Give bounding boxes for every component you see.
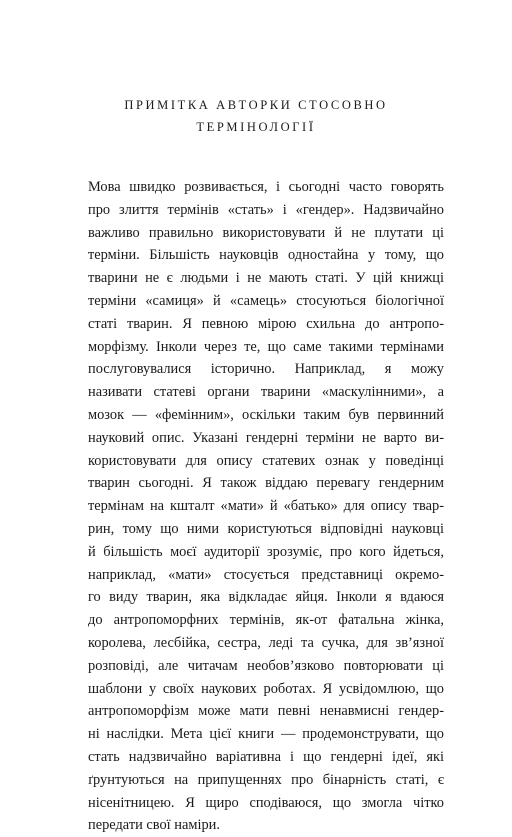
section-title-line-1: ПРИМІТКА АВТОРКИ СТОСОВНО bbox=[124, 98, 388, 112]
text-line: мозок — «фемінним», оскільки таким був первинний bbox=[88, 406, 444, 423]
text-line: наприклад, «мати» стосується представниці окремо- bbox=[88, 566, 444, 583]
text-line: науковий опис. Указані гендерні терміни не варто ви- bbox=[88, 429, 444, 446]
text-line: до антропоморфних термінів, як-от фатальна жінка, bbox=[88, 612, 444, 629]
text-line: ні наслідки. Мета цієї книги — продемонструвати, що bbox=[88, 726, 444, 743]
text-line: й більшість моєї аудиторії зрозуміє, про кого йдеться, bbox=[88, 543, 444, 560]
text-line: рин, тому що ними користуються відповідні науковці bbox=[88, 520, 444, 537]
text-line: ґрунтуються на припущеннях про бінарність статі, є bbox=[88, 771, 444, 788]
text-line: терміни «самиця» й «самець» стосуються біологічної bbox=[88, 292, 444, 309]
body-paragraph bbox=[88, 176, 444, 837]
text-line: послуговувалися історично. Наприклад, я можу bbox=[88, 361, 444, 378]
text-line: морфізму. Інколи через те, що саме такими термінами bbox=[88, 338, 444, 355]
text-line: Мова швидко розвивається, і сьогодні часто говорять bbox=[88, 179, 444, 195]
text-line: розповіді, але читачам необов’язково повторювати ці bbox=[88, 657, 444, 674]
text-line: шаблони у своїх наукових роботах. Я усвідомлюю, що bbox=[88, 680, 444, 697]
text-line: передати свої наміри. bbox=[88, 817, 220, 834]
text-line: королева, лесбійка, сестра, леді та сучка, для зв’язної bbox=[88, 634, 444, 651]
text-line: термінам на кшталт «мати» й «батько» для опису твар- bbox=[88, 498, 444, 515]
text-line: важливо правильно використовувати й не плутати ці bbox=[88, 224, 444, 241]
text-line: називати статеві органи тварини «маскулінними», а bbox=[88, 384, 444, 401]
text-line: статі тварин. Я певною мірою схильна до антропо- bbox=[88, 315, 444, 332]
text-line: про злиття термінів «стать» і «гендер». Надзвичайно bbox=[88, 201, 444, 218]
section-title-line-2: ТЕРМІНОЛОГІЇ bbox=[196, 120, 316, 134]
text-line: терміни. Більшість науковців одностайна у тому, що bbox=[88, 247, 444, 264]
text-line: тварини не є людьми і не мають статі. У цій книжці bbox=[88, 270, 444, 287]
text-line: тварин сьогодні. Я також віддаю перевагу гендерним bbox=[88, 475, 444, 492]
text-line: нісенітницею. Я щиро сподіваюся, що змогла чітко bbox=[88, 794, 444, 811]
text-line: користовувати для опису статевих ознак у поведінці bbox=[88, 452, 444, 469]
text-line: антропоморфізм може мати певні ненавмисні гендер- bbox=[88, 703, 444, 720]
text-line: стать надзвичайно варіативна і що гендерні ідеї, які bbox=[88, 748, 444, 765]
text-line: го виду тварин, яка відкладає яйця. Інколи я вдаюся bbox=[88, 589, 444, 606]
